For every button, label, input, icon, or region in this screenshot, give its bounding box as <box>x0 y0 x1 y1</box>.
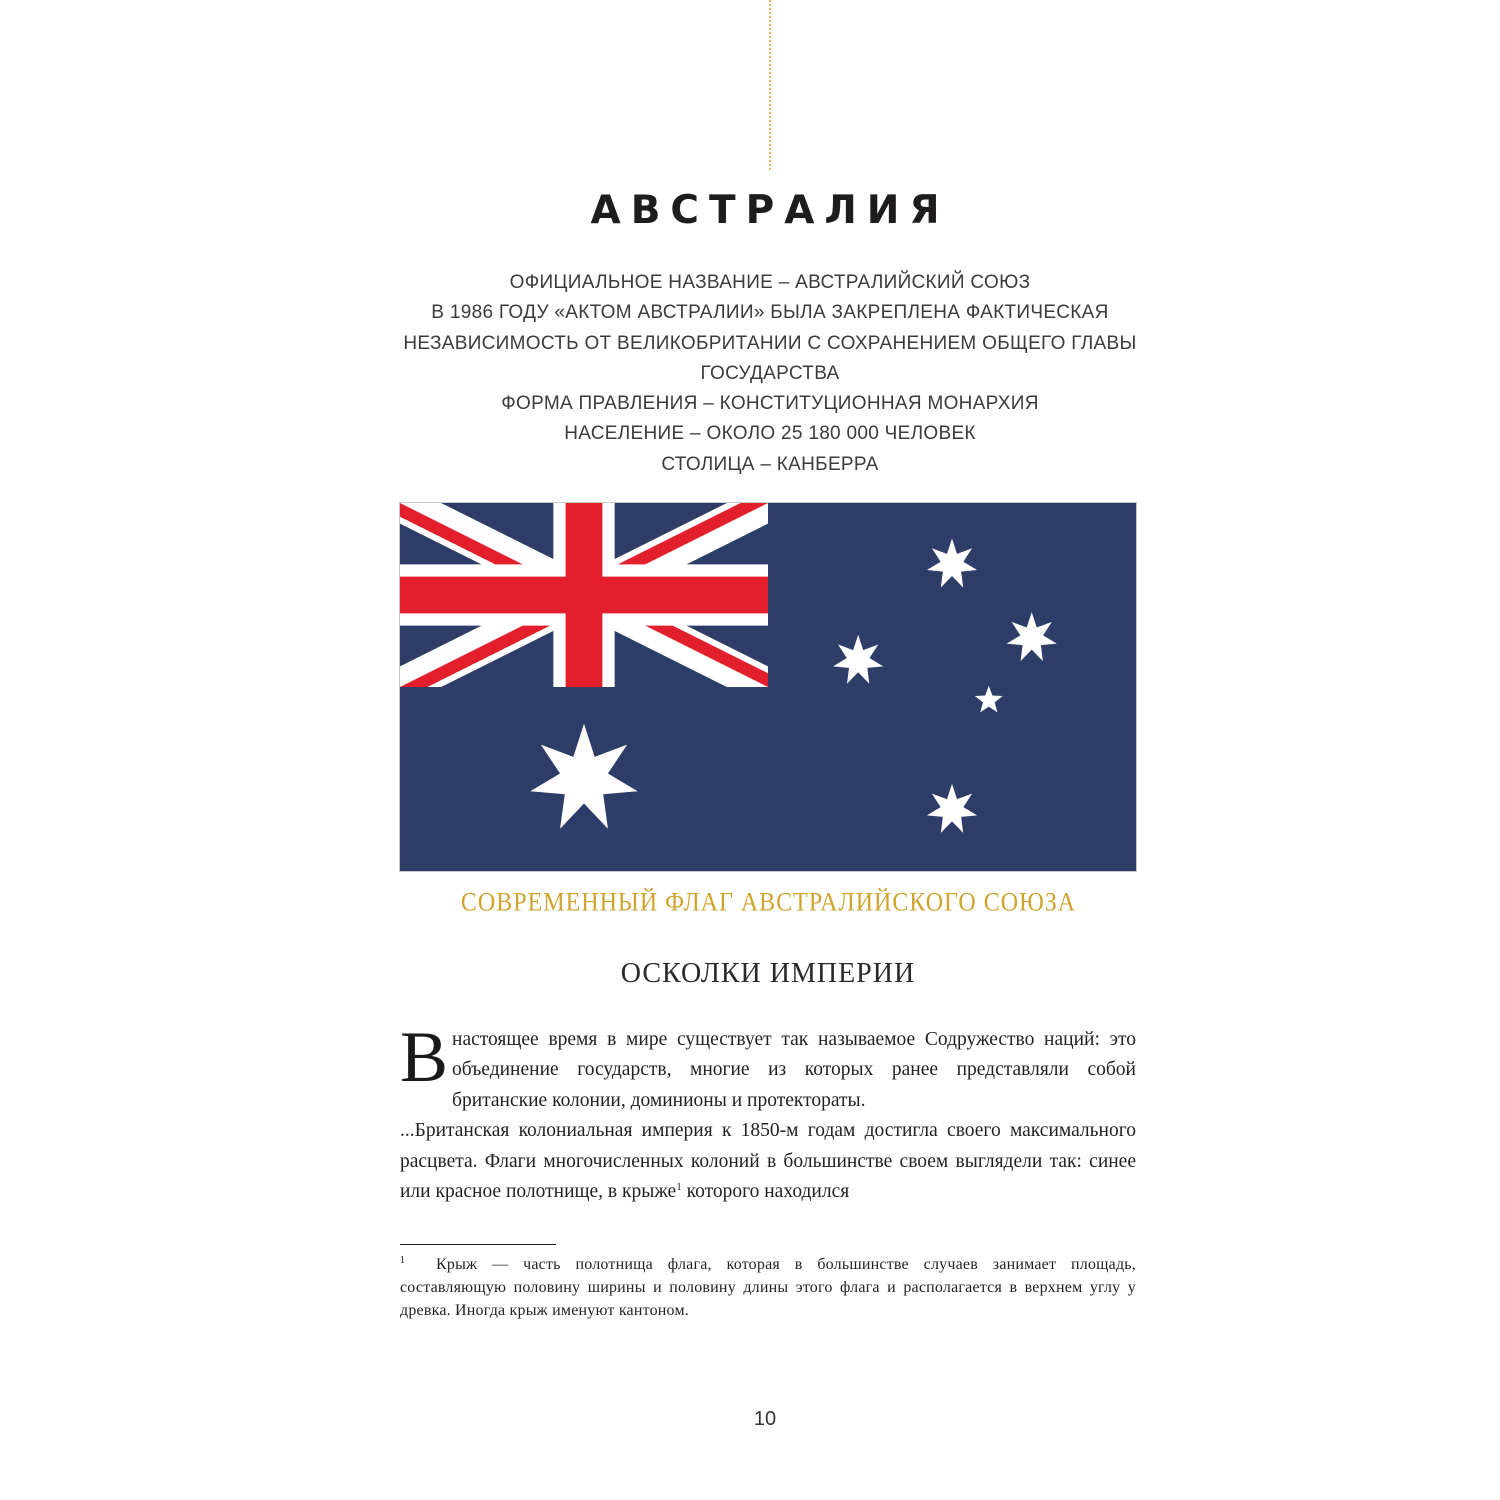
footnote-text: Крыж — часть полотнища флага, которая в большинстве случаев занимает площадь, составляющую половину ширины и половину длины этого флага и располагается в верхнем углу у древка. Иногда крыж именуют кантоном. <box>400 1256 1136 1319</box>
fact-line: ГОСУДАРСТВА <box>700 362 840 384</box>
union-jack-canton <box>400 503 768 687</box>
fact-line: ФОРМА ПРАВЛЕНИЯ – КОНСТИТУЦИОННАЯ МОНАРХИЯ <box>501 393 1039 415</box>
paragraph <box>400 1017 1136 1116</box>
paragraph-text-end: которого находился <box>681 1181 850 1203</box>
country-title: АВСТРАЛИЯ <box>590 188 950 233</box>
dotted-divider <box>769 0 771 170</box>
fact-line: В 1986 ГОДУ «АКТОМ АВСТРАЛИИ» БЫЛА ЗАКРЕПЛЕНА ФАКТИЧЕСКАЯ <box>431 302 1109 324</box>
australia-flag <box>399 502 1137 872</box>
flag-caption: СОВРЕМЕННЫЙ ФЛАГ АВСТРАЛИЙСКОГО СОЮЗА <box>460 888 1077 918</box>
drop-cap: В <box>400 1017 449 1097</box>
fact-line: СТОЛИЦА – КАНБЕРРА <box>661 453 879 475</box>
paragraph <box>400 1116 1136 1207</box>
section-heading: ОСКОЛКИ ИМПЕРИИ <box>620 958 916 989</box>
fact-line: НЕЗАВИСИМОСТЬ ОТ ВЕЛИКОБРИТАНИИ С СОХРАНЕНИЕМ ОБЩЕГО ГЛАВЫ <box>403 332 1137 354</box>
fact-line: ОФИЦИАЛЬНОЕ НАЗВАНИЕ – АВСТРАЛИЙСКИЙ СОЮЗ <box>509 272 1031 293</box>
footnote-separator <box>400 1244 556 1245</box>
fact-line: НАСЕЛЕНИЕ – ОКОЛО 25 180 000 ЧЕЛОВЕК <box>564 423 976 445</box>
country-facts <box>380 268 1160 480</box>
body-text <box>400 1017 1136 1207</box>
footnote-reference[interactable]: 1 <box>676 1181 682 1194</box>
footnote-number: 1 <box>400 1255 406 1266</box>
page-number: 10 <box>753 1408 777 1430</box>
australia-flag-graphic <box>400 503 1136 871</box>
footnote <box>400 1250 1136 1322</box>
paragraph-text: настоящее время в мире существует так называемое Содружество наций: это объединение государств, многие из которых ранее представляли собой британские колонии, доминионы и протектораты. <box>452 1029 1136 1111</box>
paragraph-text: ...Британская колониальная империя к 1850-м годам достигла своего максимального расцвета. Флаги многочисленных колоний в большинстве своем выглядели так: синее или красное полотнище, в крыже <box>400 1120 1136 1203</box>
